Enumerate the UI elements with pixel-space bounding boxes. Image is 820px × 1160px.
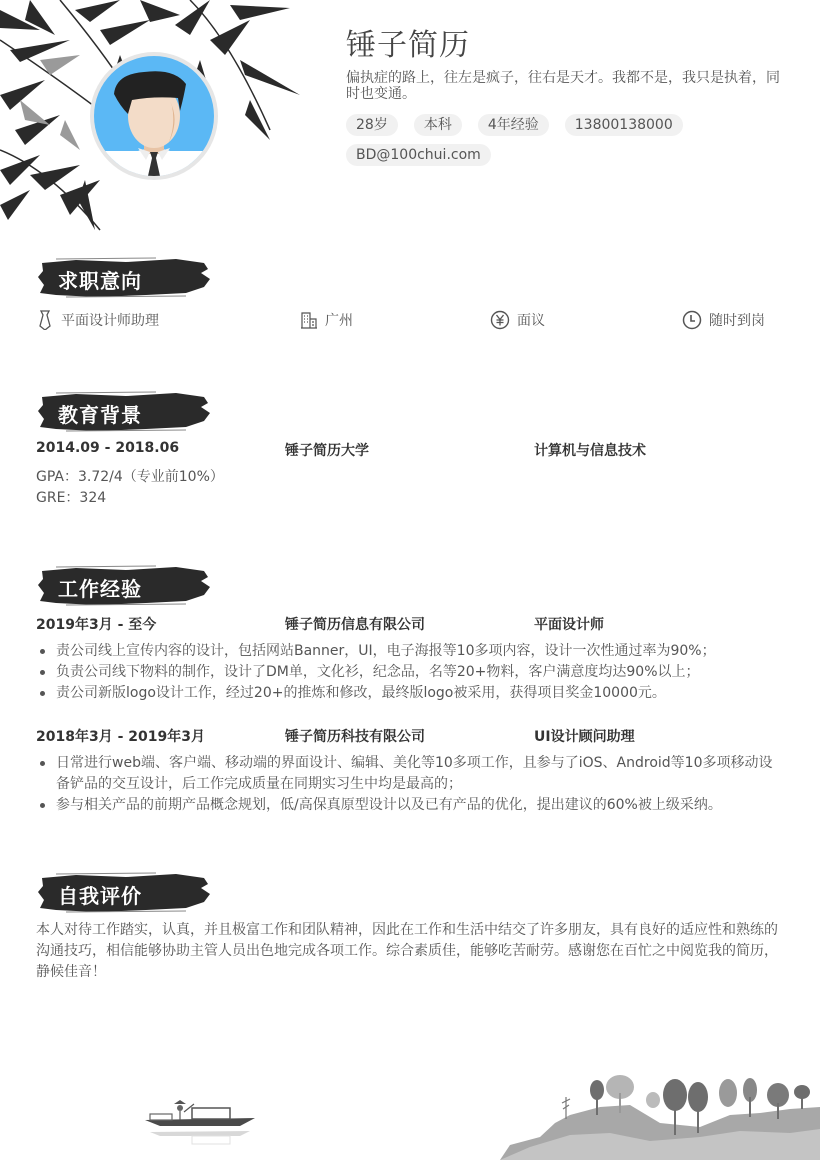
phone-pill[interactable]: 13800138000	[565, 114, 683, 136]
section-label: 工作经验	[58, 577, 142, 601]
section-label: 自我评价	[58, 884, 142, 908]
education-major: 计算机与信息技术	[534, 443, 646, 459]
work-period: 2019年3月 - 至今	[36, 617, 157, 633]
profile-pills	[346, 114, 786, 166]
profile-name: 锤子简历	[346, 28, 470, 63]
intent-city-label: 广州	[325, 313, 353, 329]
boat-decoration	[140, 1098, 260, 1148]
work-company: 锤子简历信息有限公司	[285, 617, 425, 633]
self-evaluation-text: 本人对待工作踏实，认真，并且极富工作和团队精神，因此在工作和生活中结交了许多朋友，具有良好的适应性和熟练的沟通技巧，相信能够协助主管人员出色地完成各项工作。综合素质佳，能够吃苦耐劳。感谢您在百忙之中阅览我的简历，静候佳音！	[36, 922, 778, 980]
education-school: 锤子简历大学	[285, 443, 369, 459]
work-bullet: 负责公司线下物料的制作，设计了DM单，文化衫，纪念品，名等20+物料，客户满意度均达90%以上；	[36, 662, 776, 683]
education-gre: GRE：324	[36, 490, 107, 506]
education-period: 2014.09 - 2018.06	[36, 440, 180, 456]
tie-icon	[36, 310, 54, 330]
work-bullet: 参与相关产品的前期产品概念规划，低/高保真原型设计以及已有产品的优化，提出建议的60%被上级采纳。	[36, 795, 776, 816]
intent-availability	[682, 310, 765, 330]
profile-header	[346, 26, 786, 166]
education-gpa: GPA：3.72/4（专业前10%）	[36, 469, 224, 485]
work-company: 锤子简历科技有限公司	[285, 729, 425, 745]
intent-row	[36, 310, 776, 332]
section-title-intent	[36, 257, 212, 299]
work-bullets-2	[36, 753, 776, 816]
work-role: UI设计顾问助理	[534, 729, 635, 745]
degree-pill: 本科	[414, 114, 462, 136]
intent-position-label: 平面设计师助理	[61, 313, 159, 329]
work-period: 2018年3月 - 2019年3月	[36, 729, 205, 745]
intent-city	[300, 310, 353, 330]
experience-pill: 4年经验	[478, 114, 549, 136]
intent-salary-label: 面议	[517, 313, 545, 329]
clock-icon	[682, 310, 702, 330]
landscape-decoration	[500, 1075, 820, 1160]
intent-availability-label: 随时到岗	[709, 313, 765, 329]
work-bullets-1	[36, 641, 776, 704]
building-icon	[300, 311, 318, 329]
work-role: 平面设计师	[534, 617, 604, 633]
work-row-2	[36, 726, 776, 746]
profile-motto: 偏执症的路上，往左是疯子，往右是天才。我都不是，我只是执着，同时也变通。	[346, 70, 780, 102]
intent-salary	[490, 310, 545, 330]
age-pill: 28岁	[346, 114, 398, 136]
work-bullet: 日常进行web端、客户端、移动端的界面设计、编辑、美化等10多项工作，且参与了iOS、Android等10多项移动设备铲品的交互设计，后工作完成质量在同期实习生中均是最高的；	[36, 753, 776, 795]
education-row	[36, 440, 776, 460]
yen-icon	[490, 310, 510, 330]
work-row-1	[36, 614, 776, 634]
work-bullet: 责公司线上宣传内容的设计，包括网站Banner，UI，电子海报等10多项内容，设计一次性通过率为90%；	[36, 641, 776, 662]
avatar	[90, 52, 218, 180]
avatar-illustration-icon	[94, 56, 214, 176]
section-title-education	[36, 391, 212, 433]
section-title-self	[36, 872, 212, 914]
section-label: 教育背景	[58, 403, 142, 427]
work-bullet: 责公司新版logo设计工作，经过20+的推炼和修改，最终版logo被采用，获得项目奖金10000元。	[36, 683, 776, 704]
email-pill[interactable]: BD@100chui.com	[346, 144, 491, 166]
section-title-work	[36, 565, 212, 607]
intent-position	[36, 310, 159, 330]
section-label: 求职意向	[58, 269, 142, 293]
